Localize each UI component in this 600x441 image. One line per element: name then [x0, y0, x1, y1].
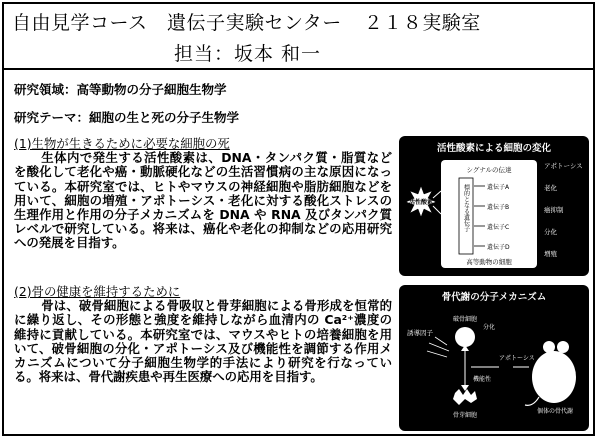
differentiation-label: 分化	[483, 324, 496, 331]
header	[2, 2, 595, 70]
gene-d: 遺伝子D	[487, 244, 510, 251]
cell-box	[441, 160, 537, 268]
header-title	[12, 8, 481, 35]
figure-oxidative-stress	[399, 136, 589, 276]
outcome-cancer-suppression: 癌抑制	[544, 206, 564, 214]
osteoclast-shape	[455, 327, 475, 347]
target-gene-column: 標的となる遺伝子	[462, 184, 470, 232]
inducer-label: 誘導因子	[407, 329, 433, 337]
signal-label: シグナルの伝達	[466, 166, 512, 174]
function-label: 機能性	[473, 376, 492, 383]
cell-footer: 高等動物の細胞	[466, 258, 512, 266]
person-in-charge: 担当：坂本 和一	[174, 43, 322, 65]
section-2	[14, 285, 392, 384]
gene-c: 遺伝子C	[487, 224, 510, 231]
osteoblast-shape	[453, 389, 477, 405]
research-theme: 研究テーマ：細胞の生と死の分子生物学	[14, 110, 240, 125]
apoptosis-label: アポトーシス	[499, 355, 535, 362]
outcome-apoptosis: アポトーシス	[544, 162, 583, 170]
outcome-proliferation: 増殖	[544, 250, 557, 258]
research-field: 研究領域：高等動物の分子細胞生物学	[14, 82, 227, 97]
burst-label: 活性酸素	[408, 199, 434, 206]
osteoblast-label: 骨芽細胞	[452, 412, 478, 419]
section-1-body: 生体内で発生する活性酸素は、DNA・タンパク質・脂質などを酸化して老化や癌・動脈硬化などの生活習慣病の主な原因になっている。本研究室では、ヒトやマウスの神経細胞や脂肪細胞などを用いて、細胞の増殖・アポトーシス・老化に対する酸化ストレスの生理作用と作用の分子メカニズムを DNA や RNA 及びタンパク質レベルで研究している。将来は、癌化や老化の抑制などの応用研究への発展を目指す。	[14, 150, 392, 251]
mouse-body	[532, 351, 576, 403]
gene-a: 遺伝子A	[487, 184, 510, 191]
room-number: ２１８実験室	[363, 12, 481, 34]
outcome-differentiation: 分化	[544, 228, 557, 236]
section-1	[14, 137, 392, 251]
figure-1-title: 活性酸素による細胞の変化	[436, 143, 552, 154]
outcome-aging: 老化	[544, 184, 557, 192]
bone-metabolism-label: 個体の骨代謝	[536, 408, 574, 415]
osteoclast-label: 破骨細胞	[452, 316, 478, 323]
figure-bone-metabolism	[399, 285, 589, 431]
section-2-body: 骨は、破骨細胞による骨吸収と骨芽細胞による骨形成を恒常的に繰り返し、その形態と強度を維持しながら血清内の Ca²⁺濃度の維持に貢献している。本研究室では、マウスやヒトの培養細胞を用いて、破骨細胞の分化・アポトーシス及び機能性を調節する作用メカニズムについて分子細胞生物学的手法により研究を行なっている。将来は、骨代謝疾患や再生医療への応用を目指す。	[14, 298, 392, 385]
gene-b: 遺伝子B	[487, 204, 510, 211]
course-title: 自由見学コース 遺伝子実験センター	[12, 12, 342, 34]
section-1-title: (1)生物が生きるために必要な細胞の死	[14, 136, 230, 151]
section-2-title: (2)骨の健康を維持するために	[14, 284, 181, 299]
figure-2-title: 骨代謝の分子メカニズム	[441, 292, 547, 303]
